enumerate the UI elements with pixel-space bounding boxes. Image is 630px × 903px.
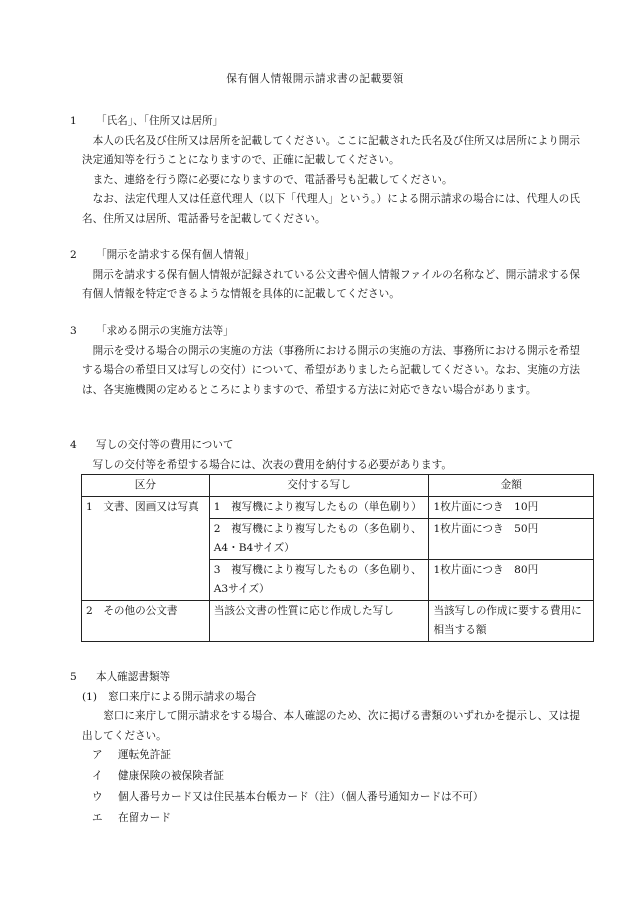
- document-title: 保有個人情報開示請求書の記載要領: [226, 73, 404, 85]
- section-1-paragraph-3: なお、法定代理人又は任意代理人（以下「代理人」という。）による開示請求の場合には、代理人の氏名、住所又は居所、電話番号を記載してください。: [82, 193, 580, 225]
- list-item: ウ 個人番号カード又は住民基本台帳カード（注）（個人番号通知カードは不可）: [92, 791, 484, 803]
- table-cell-category: 1 文書、図画又は写真: [82, 497, 210, 601]
- section-1-heading: 1 「氏名」、「住所又は居所」: [70, 115, 224, 127]
- section-3-heading: 3 「求める開示の実施方法等」: [70, 325, 234, 337]
- table-cell-fee: 1枚片面につき 80円: [429, 560, 594, 601]
- section-3: [70, 322, 580, 400]
- section-4: [70, 436, 580, 475]
- fee-table: [81, 474, 594, 642]
- fee-table-header-fee: 金額: [429, 475, 594, 497]
- section-1-paragraph-1: 本人の氏名及び住所又は居所を記載してください。ここに記載された氏名及び住所又は居所により開示決定通知等を行うことになりますので、正確に記載してください。: [82, 134, 580, 166]
- fee-table-header-copy: 交付する写し: [209, 475, 429, 497]
- list-item: エ 在留カード: [92, 812, 171, 824]
- section-3-paragraph: 開示を受ける場合の開示の実施の方法（事務所における開示の実施の方法、事務所における開示を希望する場合の希望日又は写しの交付）について、希望がありましたら記載してください。なお、実施の方法は、各実施機関の定めるところによりますので、希望する方法に対応できない場合があります。: [82, 344, 580, 396]
- table-row: [82, 497, 594, 519]
- table-cell-category: 2 その他の公文書: [82, 601, 210, 642]
- table-cell-copy: 2 複写機により複写したもの（多色刷り、A4・B4サイズ）: [209, 519, 429, 560]
- list-item: ア 運転免許証: [92, 749, 171, 761]
- table-cell-fee: 当該写しの作成に要する費用に相当する額: [429, 601, 594, 642]
- section-1: [70, 112, 580, 229]
- table-cell-copy: 1 複写機により複写したもの（単色刷り）: [209, 497, 429, 519]
- table-cell-fee: 1枚片面につき 50円: [429, 519, 594, 560]
- table-cell-fee: 1枚片面につき 10円: [429, 497, 594, 519]
- table-row: [82, 601, 594, 642]
- fee-table-header-category: 区分: [82, 475, 210, 497]
- id-document-list: [70, 746, 580, 830]
- table-cell-copy: 当該公文書の性質に応じ作成した写し: [209, 601, 429, 642]
- section-5: [70, 668, 580, 830]
- section-4-paragraph: 写しの交付等を希望する場合には、次表の費用を納付する必要があります。: [92, 458, 452, 471]
- table-cell-copy: 3 複写機により複写したもの（多色刷り、A3サイズ）: [209, 560, 429, 601]
- section-1-paragraph-2: また、連絡を行う際に必要になりますので、電話番号も記載してください。: [92, 173, 453, 186]
- section-5-subheading: (1) 窓口来庁による開示請求の場合: [82, 690, 257, 703]
- list-item: イ 健康保険の被保険者証: [92, 770, 224, 782]
- section-5-heading: 5 本人確認書類等: [70, 671, 171, 683]
- section-5-paragraph: 窓口に来庁して開示請求をする場合、本人確認のため、次に掲げる書類のいずれかを提示し、又は提出してください。: [82, 710, 580, 742]
- section-2: [70, 246, 580, 305]
- section-2-paragraph: 開示を請求する保有個人情報が記録されている公文書や個人情報ファイルの名称など、開示請求する保有個人情報を特定できるような情報を具体的に記載してください。: [82, 268, 580, 300]
- fee-table-header-row: [82, 475, 594, 497]
- section-4-heading: 4 写しの交付等の費用について: [70, 439, 234, 451]
- section-2-heading: 2 「開示を請求する保有個人情報」: [70, 249, 255, 261]
